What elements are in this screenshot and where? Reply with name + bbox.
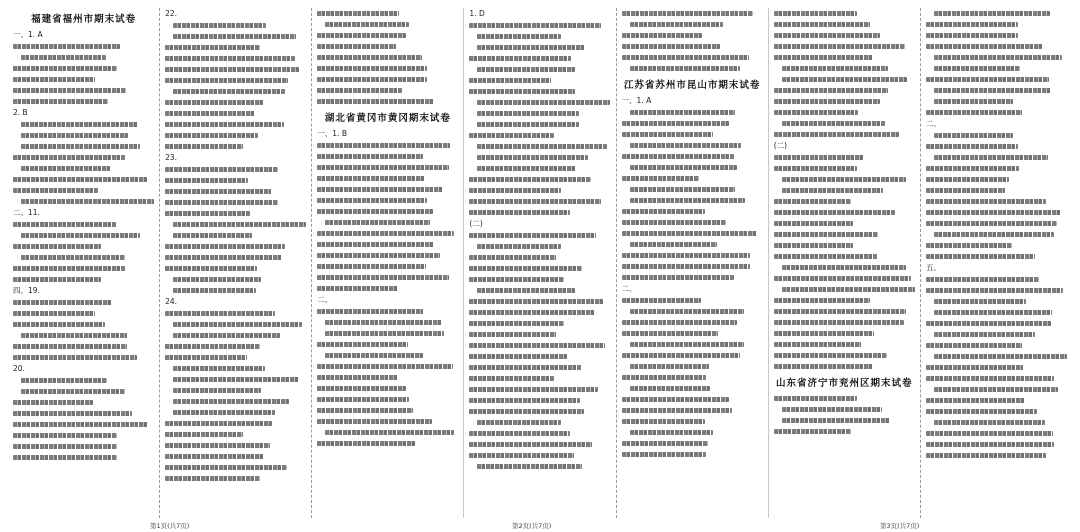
text-line — [317, 283, 458, 294]
text-line — [622, 438, 763, 449]
column-1 — [8, 8, 159, 518]
text-line — [469, 97, 610, 108]
text-line — [165, 451, 306, 462]
text-line — [622, 427, 763, 438]
text-line — [774, 30, 915, 41]
text-line — [317, 85, 458, 96]
text-line — [926, 41, 1067, 52]
text-line — [622, 328, 763, 339]
text-line — [13, 252, 154, 263]
text-line — [774, 63, 915, 74]
text-line — [317, 250, 458, 261]
text-line — [13, 352, 154, 363]
column-2 — [159, 8, 311, 518]
text-line — [774, 415, 915, 426]
text-line — [469, 329, 610, 340]
column-7 — [920, 8, 1072, 518]
text-line — [165, 396, 306, 407]
text-line — [622, 339, 763, 350]
text-line — [774, 240, 915, 251]
text-line — [165, 462, 306, 473]
text-line — [317, 195, 458, 206]
text-line — [926, 395, 1067, 406]
text-line — [165, 141, 306, 152]
text-line — [469, 384, 610, 395]
text-line — [926, 74, 1067, 85]
text-line — [165, 164, 306, 175]
text-line — [317, 63, 458, 74]
text-line — [926, 450, 1067, 461]
text-line — [774, 19, 915, 30]
text-line — [774, 74, 915, 85]
text-line — [317, 350, 458, 361]
text-line — [13, 375, 154, 386]
text-line — [622, 151, 763, 162]
section-label: 一、1. B — [317, 129, 347, 138]
exam-heading-huanggang: 湖北省黄冈市黄冈期末试卷 — [324, 113, 451, 124]
text-line — [926, 207, 1067, 218]
text-line — [317, 206, 458, 217]
text-line — [165, 31, 306, 42]
text-line — [165, 341, 306, 352]
text-line — [165, 130, 306, 141]
text-line — [774, 273, 915, 284]
page-number: 第1页(共7页) — [150, 522, 190, 530]
text-line — [469, 53, 610, 64]
text-line — [469, 196, 610, 207]
text-line — [622, 317, 763, 328]
text-line — [13, 230, 154, 241]
text-line — [13, 241, 154, 252]
text-line — [774, 229, 915, 240]
text-line — [317, 30, 458, 41]
text-line — [13, 441, 154, 452]
text-line — [774, 393, 915, 404]
text-line — [774, 129, 915, 140]
text-line — [317, 8, 458, 19]
text-line — [13, 297, 154, 308]
text-line — [13, 430, 154, 441]
text-line — [926, 174, 1067, 185]
text-line — [13, 41, 154, 52]
text-line — [165, 42, 306, 53]
text-line — [165, 330, 306, 341]
text-line — [774, 8, 915, 19]
text-line — [926, 163, 1067, 174]
text-line — [13, 141, 154, 152]
text-line — [926, 406, 1067, 417]
text-line — [469, 450, 610, 461]
text-line — [13, 63, 154, 74]
text-line — [926, 52, 1067, 63]
text-line — [469, 318, 610, 329]
text-line — [317, 306, 458, 317]
text-line — [926, 285, 1067, 296]
text-line — [165, 363, 306, 374]
text-line — [317, 383, 458, 394]
text-line — [165, 319, 306, 330]
text-line — [622, 63, 763, 74]
text-line — [926, 141, 1067, 152]
text-line — [469, 174, 610, 185]
text-line — [469, 119, 610, 130]
text-line — [165, 285, 306, 296]
text-line — [165, 274, 306, 285]
text-line — [774, 426, 915, 437]
text-line — [622, 173, 763, 184]
text-line — [469, 406, 610, 417]
text-line — [13, 74, 154, 85]
text-line — [317, 361, 458, 372]
text-line — [926, 152, 1067, 163]
text-line — [13, 174, 154, 185]
text-line — [774, 85, 915, 96]
text-line — [926, 351, 1067, 362]
text-line — [469, 362, 610, 373]
text-line — [774, 404, 915, 415]
text-line — [469, 130, 610, 141]
text-line — [622, 350, 763, 361]
text-line — [165, 86, 306, 97]
text-line — [469, 241, 610, 252]
text-line — [165, 20, 306, 31]
text-line — [622, 394, 763, 405]
text-line — [774, 328, 915, 339]
text-line — [926, 240, 1067, 251]
text-line — [165, 241, 306, 252]
text-line — [622, 41, 763, 52]
text-line — [317, 339, 458, 350]
section-label: 二、 — [621, 284, 637, 293]
text-line — [165, 64, 306, 75]
text-line — [165, 108, 306, 119]
text-line — [622, 107, 763, 118]
text-line — [469, 20, 610, 31]
text-line — [13, 397, 154, 408]
text-line — [926, 307, 1067, 318]
text-line — [774, 52, 915, 63]
text-line — [774, 284, 915, 295]
text-line — [13, 330, 154, 341]
text-line — [926, 130, 1067, 141]
text-line — [926, 296, 1067, 307]
text-line — [622, 52, 763, 63]
text-line — [622, 250, 763, 261]
section-label: (二) — [773, 141, 788, 150]
text-line — [774, 251, 915, 262]
text-line — [622, 8, 763, 19]
text-line — [926, 107, 1067, 118]
text-line — [13, 119, 154, 130]
page-number: 第2页(共7页) — [512, 522, 552, 530]
section-label: (二) — [469, 219, 483, 228]
text-line — [317, 372, 458, 383]
text-line — [622, 184, 763, 195]
text-line — [469, 373, 610, 384]
section-label: 一、1. A — [13, 30, 43, 39]
text-line — [165, 75, 306, 86]
text-line — [622, 295, 763, 306]
text-line — [622, 217, 763, 228]
text-line — [622, 19, 763, 30]
text-line — [317, 96, 458, 107]
text-line — [469, 86, 610, 97]
text-line — [13, 386, 154, 397]
text-line — [926, 340, 1067, 351]
text-line — [317, 239, 458, 250]
text-line — [317, 151, 458, 162]
text-line — [13, 274, 154, 285]
text-line — [926, 8, 1067, 19]
text-line — [469, 395, 610, 406]
text-line — [774, 207, 915, 218]
text-line — [774, 196, 915, 207]
text-line — [165, 197, 306, 208]
section-label: 四、19. — [13, 286, 40, 295]
text-line — [165, 97, 306, 108]
text-line — [317, 328, 458, 339]
text-line — [165, 407, 306, 418]
text-line — [317, 438, 458, 449]
text-line — [926, 185, 1067, 196]
text-line — [926, 439, 1067, 450]
text-line — [165, 175, 306, 186]
text-line — [469, 185, 610, 196]
text-line — [469, 340, 610, 351]
text-line — [774, 107, 915, 118]
section-label: 22. — [165, 9, 178, 18]
text-line — [13, 185, 154, 196]
text-line — [926, 218, 1067, 229]
text-line — [469, 163, 610, 174]
text-line — [13, 152, 154, 163]
text-line — [13, 85, 154, 96]
text-line — [469, 274, 610, 285]
text-line — [317, 317, 458, 328]
text-line — [13, 408, 154, 419]
text-line — [469, 230, 610, 241]
text-line — [926, 417, 1067, 428]
text-line — [469, 461, 610, 472]
text-line — [317, 19, 458, 30]
text-line — [317, 52, 458, 63]
text-line — [622, 372, 763, 383]
text-line — [774, 262, 915, 273]
text-line — [926, 384, 1067, 395]
text-line — [622, 416, 763, 427]
text-line — [926, 30, 1067, 41]
text-line — [926, 96, 1067, 107]
text-line — [165, 53, 306, 64]
text-line — [317, 173, 458, 184]
column-4 — [463, 8, 615, 518]
exam-heading-yanzhou: 山东省济宁市兖州区期末试卷 — [776, 378, 913, 389]
text-line — [622, 306, 763, 317]
text-line — [622, 383, 763, 394]
text-line — [165, 230, 306, 241]
text-line — [165, 440, 306, 451]
section-label: 24. — [165, 297, 178, 306]
text-line — [469, 439, 610, 450]
text-line — [317, 261, 458, 272]
text-line — [622, 405, 763, 416]
text-line — [165, 308, 306, 319]
text-line — [165, 418, 306, 429]
text-line — [469, 263, 610, 274]
text-line — [774, 41, 915, 52]
text-line — [469, 296, 610, 307]
text-line — [317, 427, 458, 438]
text-line — [926, 362, 1067, 373]
text-line — [926, 251, 1067, 262]
text-line — [13, 130, 154, 141]
text-line — [469, 64, 610, 75]
text-line — [469, 152, 610, 163]
exam-heading-kunshan: 江苏省苏州市昆山市期末试卷 — [623, 80, 761, 91]
text-line — [774, 306, 915, 317]
text-line — [622, 272, 763, 283]
text-line — [926, 329, 1067, 340]
section-label: 23. — [165, 153, 178, 162]
text-line — [469, 31, 610, 42]
text-line — [165, 208, 306, 219]
text-line — [165, 186, 306, 197]
text-line — [165, 473, 306, 484]
text-line — [317, 405, 458, 416]
section-label: 20. — [13, 364, 25, 373]
text-line — [317, 394, 458, 405]
text-line — [469, 417, 610, 428]
text-line — [317, 416, 458, 427]
text-line — [165, 352, 306, 363]
text-line — [926, 428, 1067, 439]
text-line — [926, 19, 1067, 30]
section-label: 二、 — [317, 295, 333, 304]
text-line — [622, 261, 763, 272]
text-line — [774, 174, 915, 185]
text-line — [13, 163, 154, 174]
text-line — [926, 373, 1067, 384]
text-line — [469, 252, 610, 263]
section-label: 五、 — [925, 263, 941, 272]
text-line — [317, 140, 458, 151]
text-line — [469, 108, 610, 119]
text-line — [469, 428, 610, 439]
text-line — [165, 374, 306, 385]
text-line — [165, 385, 306, 396]
text-line — [13, 308, 154, 319]
text-line — [622, 449, 763, 460]
section-label: 二、11. — [13, 208, 40, 217]
text-line — [469, 351, 610, 362]
text-line — [317, 272, 458, 283]
text-line — [622, 129, 763, 140]
text-line — [469, 75, 610, 86]
text-line — [622, 206, 763, 217]
text-line — [13, 52, 154, 63]
text-line — [622, 162, 763, 173]
section-label: 一、1. A — [621, 96, 652, 105]
text-line — [774, 96, 915, 107]
text-line — [469, 307, 610, 318]
page-number: 第3页(共7页) — [880, 522, 920, 530]
column-5 — [616, 8, 768, 518]
text-line — [165, 219, 306, 230]
text-line — [926, 318, 1067, 329]
text-line — [774, 163, 915, 174]
text-line — [622, 361, 763, 372]
text-line — [165, 119, 306, 130]
text-line — [926, 63, 1067, 74]
text-line — [165, 429, 306, 440]
text-line — [469, 285, 610, 296]
text-line — [774, 317, 915, 328]
section-label: 二、 — [925, 119, 941, 128]
text-line — [13, 219, 154, 230]
section-label: 1. D — [469, 9, 485, 18]
text-line — [774, 295, 915, 306]
text-line — [317, 228, 458, 239]
text-line — [622, 30, 763, 41]
text-line — [774, 185, 915, 196]
text-line — [13, 263, 154, 274]
section-label: 2. B — [13, 108, 28, 117]
text-line — [13, 319, 154, 330]
text-line — [13, 452, 154, 463]
text-line — [774, 350, 915, 361]
text-line — [469, 42, 610, 53]
text-line — [622, 195, 763, 206]
exam-heading-fuzhou: 福建省福州市期末试卷 — [31, 14, 137, 25]
text-line — [317, 162, 458, 173]
text-line — [13, 341, 154, 352]
text-line — [469, 207, 610, 218]
text-line — [926, 85, 1067, 96]
text-line — [165, 263, 306, 274]
text-line — [926, 196, 1067, 207]
column-3 — [311, 8, 463, 518]
text-line — [317, 74, 458, 85]
text-line — [774, 339, 915, 350]
text-line — [13, 419, 154, 430]
text-line — [622, 118, 763, 129]
text-line — [317, 41, 458, 52]
text-line — [469, 141, 610, 152]
column-6 — [768, 8, 920, 518]
text-line — [622, 239, 763, 250]
text-line — [622, 228, 763, 239]
text-line — [622, 140, 763, 151]
text-line — [317, 184, 458, 195]
text-line — [926, 274, 1067, 285]
text-line — [774, 118, 915, 129]
text-line — [165, 252, 306, 263]
text-line — [774, 152, 915, 163]
text-line — [13, 196, 154, 207]
text-line — [317, 217, 458, 228]
text-line — [774, 361, 915, 372]
text-line — [926, 229, 1067, 240]
text-line — [13, 96, 154, 107]
text-line — [774, 218, 915, 229]
